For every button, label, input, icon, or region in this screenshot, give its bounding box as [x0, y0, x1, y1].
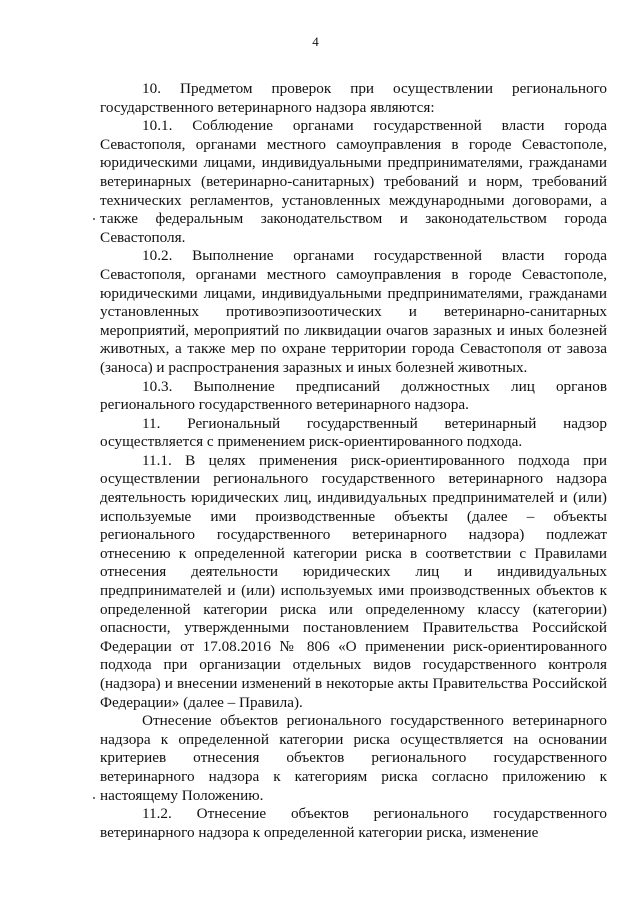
paragraph-11: 11. Региональный государственный ветеринарный надзор осуществляется с применением риск-ориентированного подхода. [100, 414, 607, 451]
scan-speck [93, 218, 95, 220]
paragraph-11-1: 11.1. В целях применения риск-ориентированного подхода при осуществлении регионального государственного ветеринарного надзора деятельность юридических лиц, индивидуальных предпринимателей и (или) используемые ими производственные объекты (далее – объекты регионального государственного ветеринарного надзора) подлежат отнесению к определенной категории риска в соответствии с Правилами отнесения деятельности юридических лиц и индивидуальных предпринимателей и (или) используемых ими производственных объектов к определенной категории риска или определенному классу (категории) опасности, утвержденными постановлением Правительства Российской Федерации от 17.08.2016 № 806 «О применении риск-ориентированного подхода при организации отдельных видов государственного контроля (надзора) и внесении изменений в некоторые акты Правительства Российской Федерации» (далее – Правила). [100, 451, 607, 711]
paragraph-11-2: 11.2. Отнесение объектов регионального государственного ветеринарного надзора к определенной категории риска, изменение [100, 805, 607, 841]
paragraph-11-1-continued: Отнесение объектов регионального государственного ветеринарного надзора к определенной категории риска осуществляется на основании критериев отнесения объектов регионального государственного ветеринарного надзора к категориям риска согласно приложению к настоящему Положению. [100, 712, 607, 804]
paragraph-10-3: 10.3. Выполнение предписаний должностных лиц органов регионального государственного ветеринарного надзора. [100, 377, 607, 414]
scan-speck [93, 797, 95, 799]
paragraph-10-1: 10.1. Соблюдение органами государственной власти города Севастополя, органами местного самоуправления в городе Севастополе, юридическими лицами, индивидуальными предпринимателями, гражданами ветеринарных (ветеринарно-санитарных) требований и норм, требований технических регламентов, установленных международными договорами, а также федеральным законодательством и законодательством города Севастополя. [100, 117, 607, 246]
paragraph-10-2: 10.2. Выполнение органами государственной власти города Севастополя, органами местного самоуправления в городе Севастополе, юридическими лицами, индивидуальными предпринимателями, гражданами установленных противоэпизоотических и ветеринарно-санитарных мероприятий, мероприятий по ликвидации очагов заразных и иных болезней животных, а также мер по охране территории города Севастополя от завоза (заноса) и распространения заразных и иных болезней животных. [100, 247, 607, 376]
paragraph-10: 10. Предметом проверок при осуществлении регионального государственного ветеринарного надзора являются: [100, 80, 607, 116]
page-number: 4 [312, 34, 319, 49]
document-body [100, 80, 607, 842]
